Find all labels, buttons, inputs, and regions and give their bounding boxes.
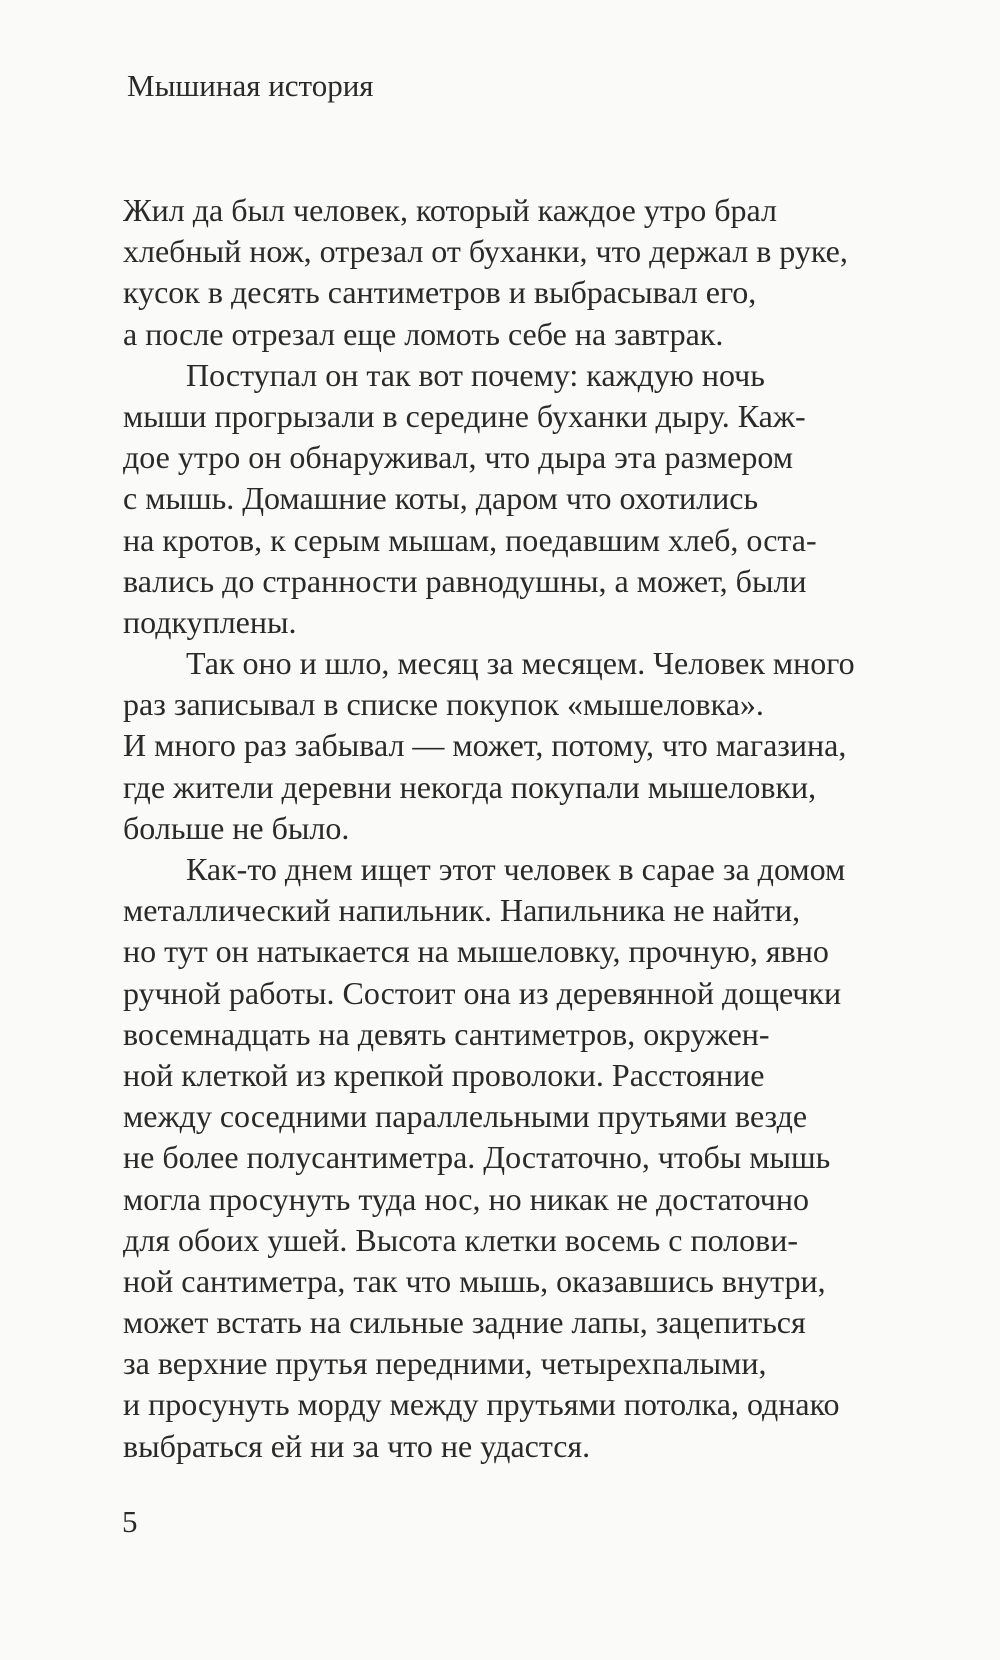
body-text bbox=[123, 190, 953, 1467]
text-line: ной клеткой из крепкой проволоки. Расстояние bbox=[123, 1056, 765, 1093]
text-line: для обоих ушей. Высота клетки восемь с полови- bbox=[123, 1221, 799, 1258]
paragraph-first-line: Поступал он так вот почему: каждую ночь bbox=[186, 356, 765, 393]
text-line: И много раз забывал — может, потому, что магазина, bbox=[123, 727, 847, 764]
text-line: с мышь. Домашние коты, даром что охотились bbox=[123, 480, 759, 517]
paragraph-first-line: Так оно и шло, месяц за месяцем. Человек много bbox=[186, 645, 855, 682]
text-line: больше не было. bbox=[123, 809, 350, 846]
text-line: кусок в десять сантиметров и выбрасывал его, bbox=[123, 274, 757, 311]
text-line: раз записывал в списке покупок «мышеловка». bbox=[123, 686, 764, 723]
page-number: 5 bbox=[122, 1504, 138, 1539]
paragraph-first-line: Как-то днем ищет этот человек в сарае за домом bbox=[186, 851, 846, 887]
text-line: ручной работы. Состоит она из деревянной дощечки bbox=[123, 974, 842, 1011]
text-line: металлический напильник. Напильника не найти, bbox=[123, 892, 801, 929]
text-line: ной сантиметра, так что мышь, оказавшись внутри, bbox=[123, 1262, 826, 1299]
text-line: может встать на сильные задние лапы, зацепиться bbox=[123, 1304, 806, 1341]
text-line: могла просунуть туда нос, но никак не достаточно bbox=[123, 1180, 809, 1217]
text-line: и просунуть морду между прутьями потолка, однако bbox=[123, 1386, 840, 1423]
text-line: на кротов, к серым мышам, поедавшим хлеб, оста- bbox=[123, 521, 817, 558]
running-header: Мышиная история bbox=[127, 68, 374, 103]
text-line: где жители деревни некогда покупали мышеловки, bbox=[123, 768, 817, 805]
text-line: подкуплены. bbox=[123, 603, 297, 640]
text-line: Жил да был человек, который каждое утро брал bbox=[123, 192, 777, 228]
text-line: вались до странности равнодушны, а может, были bbox=[123, 562, 807, 599]
text-line: а после отрезал еще ломоть себе на завтрак. bbox=[123, 315, 724, 352]
text-line: восемнадцать на девять сантиметров, окружен- bbox=[123, 1015, 770, 1052]
text-line: дое утро он обнаруживал, что дыра эта размером bbox=[123, 439, 793, 476]
text-line: но тут он натыкается на мышеловку, прочную, явно bbox=[123, 933, 829, 970]
text-line: между соседними параллельными прутьями везде bbox=[123, 1098, 808, 1135]
text-line: не более полусантиметра. Достаточно, чтобы мышь bbox=[123, 1139, 831, 1176]
text-line: за верхние прутья передними, четырехпалыми, bbox=[123, 1345, 767, 1382]
text-line: мыши прогрызали в середине буханки дыру. Каж- bbox=[123, 397, 806, 434]
text-line: выбраться ей ни за что не удастся. bbox=[123, 1427, 591, 1464]
text-line: хлебный нож, отрезал от буханки, что держал в руке, bbox=[123, 233, 848, 270]
